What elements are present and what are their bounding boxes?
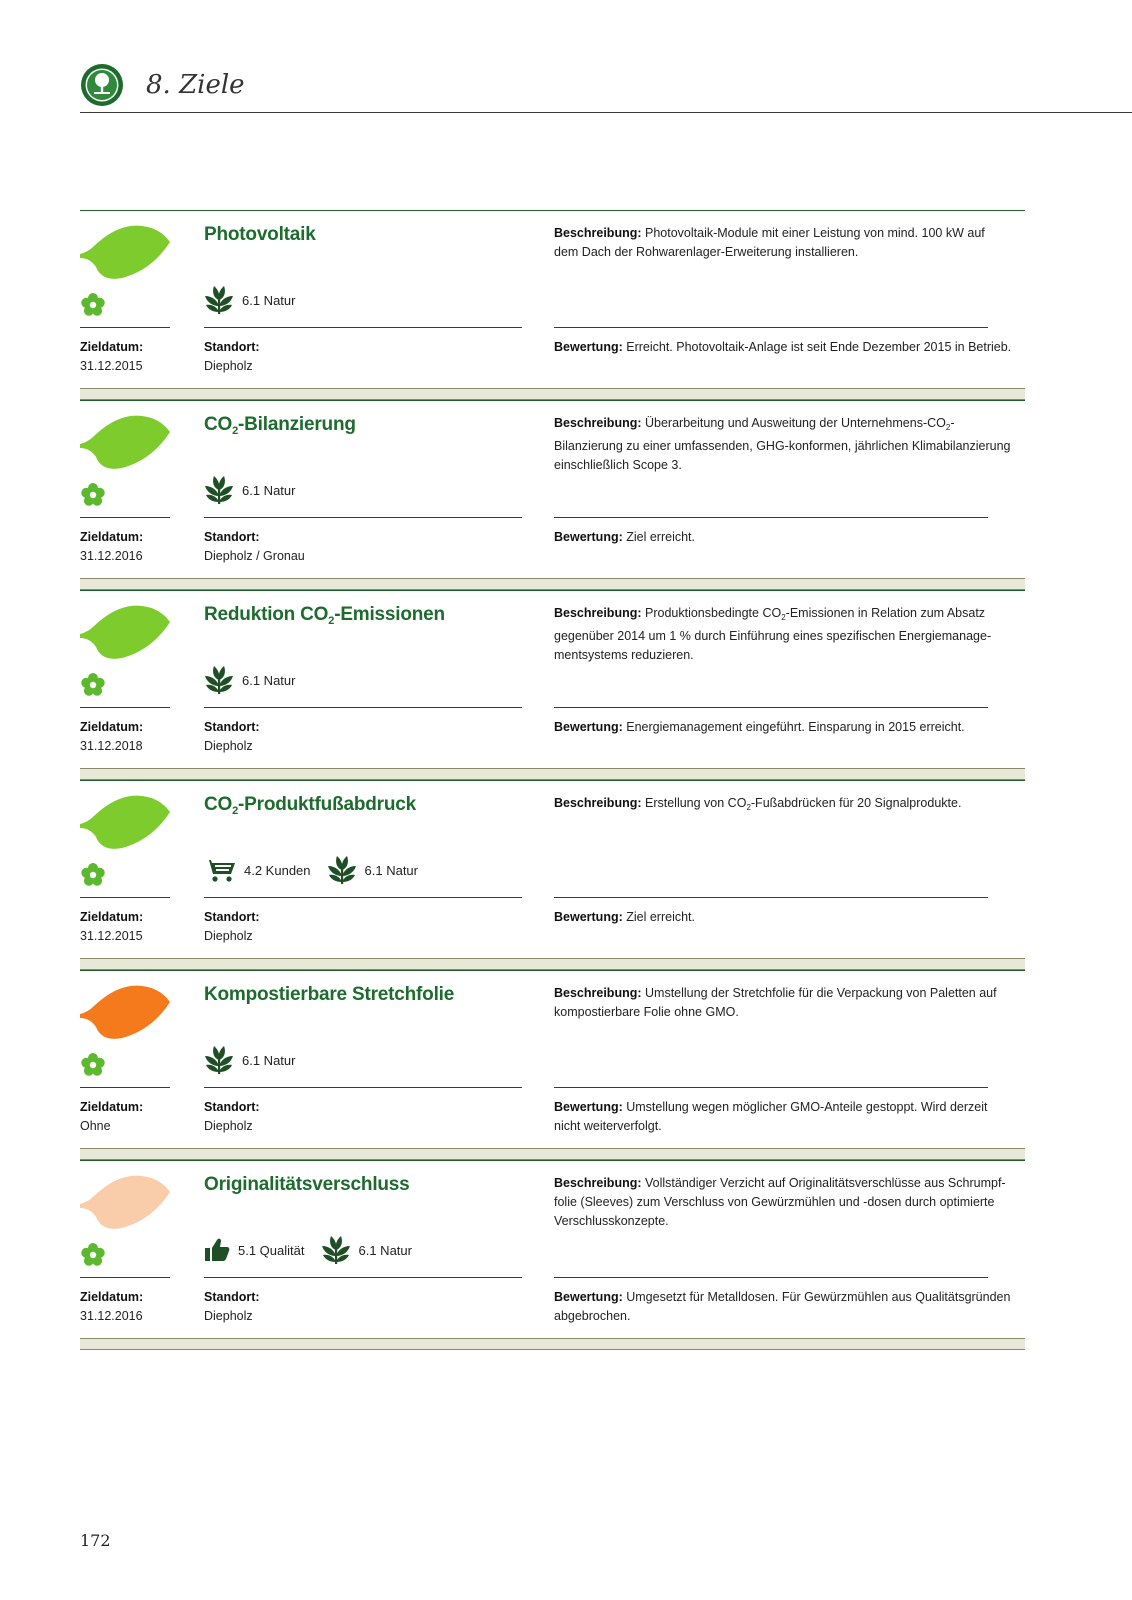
category-list <box>204 474 311 506</box>
target-date-value: Ohne <box>80 1119 111 1133</box>
goal-entry <box>80 780 1025 970</box>
target-date-value: 31.12.2016 <box>80 1309 143 1323</box>
goal-bottom-band <box>80 388 1025 400</box>
company-logo <box>80 63 124 107</box>
location-divider <box>204 897 522 898</box>
target-date-value: 31.12.2018 <box>80 739 143 753</box>
plant-icon <box>321 1235 359 1265</box>
header-divider <box>80 112 1132 113</box>
flower-icon <box>80 672 106 698</box>
location-label: Standort: <box>204 1100 260 1114</box>
date-divider <box>80 897 170 898</box>
description: Beschreibung: Produktionsbedingte $CO_2$-Emissionen in Relation zum Absatz gegenüber 2014 um 1 % durch Einführung eines spezifischen Energiemanagementsystems reduzieren. <box>554 606 992 662</box>
location-divider <box>204 327 522 328</box>
category-label: 6.1 Natur <box>242 1052 296 1068</box>
leaf-icon <box>80 1172 175 1230</box>
category-label: 6.1 Natur <box>242 292 296 308</box>
goal-bottom-band <box>80 768 1025 780</box>
page-header <box>80 60 1132 114</box>
rating: Bewertung: Ziel erreicht. <box>554 530 696 544</box>
date-divider <box>80 1087 170 1088</box>
flower-icon <box>80 1242 106 1268</box>
description-label: Beschreibung: <box>554 226 642 240</box>
goal-top-divider <box>80 590 1025 591</box>
rating-label: Bewertung: <box>554 530 623 544</box>
category-tag <box>204 665 295 695</box>
location-divider <box>204 517 522 518</box>
chapter-title: 8. Ziele <box>146 70 245 100</box>
category-tag <box>204 475 295 505</box>
rating: Bewertung: Energiemanagement eingeführt. Einsparung in 2015 erreicht. <box>554 720 965 734</box>
rating: Bewertung: Umstellung wegen möglicher GMO-Anteile gestoppt. Wird derzeit nicht weiterverfolgt. <box>554 1100 988 1133</box>
goal-bottom-band <box>80 578 1025 590</box>
goal-entry <box>80 1160 1025 1350</box>
rating-label: Bewertung: <box>554 340 623 354</box>
location-value: Diepholz / Gronau <box>204 549 305 563</box>
target-date-label: Zieldatum: <box>80 720 144 734</box>
location-value: Diepholz <box>204 1119 253 1133</box>
thumbs-up-icon <box>204 1237 238 1263</box>
flower-icon <box>80 292 106 318</box>
date-divider <box>80 707 170 708</box>
plant-icon <box>204 475 242 505</box>
page-number: 172 <box>80 1531 111 1550</box>
target-date-label: Zieldatum: <box>80 1100 144 1114</box>
description: Beschreibung: Erstellung von $CO_2$-Fußabdrücken für 20 Signalprodukte. <box>554 796 962 812</box>
category-tag <box>204 857 311 883</box>
location-divider <box>204 1087 522 1088</box>
leaf-icon <box>80 222 175 280</box>
description: Beschreibung: Vollständiger Verzicht auf Originalitätsverschlüsse aus Schrumpffolie (Sleeves) zum Verschluss von Gewürzmühlen und -dosen durch optimierte Verschlusskonzepte. <box>554 1176 1006 1228</box>
category-tag <box>204 1237 305 1263</box>
goal-entry <box>80 590 1025 780</box>
goal-bottom-band <box>80 1338 1025 1350</box>
goal-title: $CO_2$-Bilanzierung <box>204 414 356 437</box>
rating-label: Bewertung: <box>554 910 623 924</box>
location-value: Diepholz <box>204 739 253 753</box>
goal-top-divider <box>80 1160 1025 1161</box>
location-label: Standort: <box>204 530 260 544</box>
goal-top-divider <box>80 210 1025 211</box>
location <box>204 718 504 756</box>
category-tag <box>327 855 418 885</box>
location-label: Standort: <box>204 1290 260 1304</box>
rating-divider <box>554 897 988 898</box>
rating: Bewertung: Erreicht. Photovoltaik-Anlage ist seit Ende Dezember 2015 in Betrieb. <box>554 340 1012 354</box>
target-date <box>80 718 190 756</box>
rating-divider <box>554 327 988 328</box>
goal-entry <box>80 970 1025 1160</box>
goal-bottom-band <box>80 1148 1025 1160</box>
date-divider <box>80 327 170 328</box>
location-value: Diepholz <box>204 359 253 373</box>
location-label: Standort: <box>204 910 260 924</box>
target-date-value: 31.12.2015 <box>80 929 143 943</box>
leaf-icon <box>80 412 175 470</box>
plant-icon <box>204 1045 242 1075</box>
description: Beschreibung: Umstellung der Stretchfolie für die Verpackung von Paletten auf kompostierbare Folie ohne GMO. <box>554 986 997 1019</box>
category-tag <box>204 1045 295 1075</box>
plant-icon <box>327 855 365 885</box>
rating: Bewertung: Ziel erreicht. <box>554 910 696 924</box>
leaf-icon <box>80 602 175 660</box>
category-label: 4.2 Kunden <box>244 862 311 878</box>
description-label: Beschreibung: <box>554 606 642 620</box>
rating-divider <box>554 707 988 708</box>
location-divider <box>204 707 522 708</box>
description: Beschreibung: Photovoltaik-Module mit einer Leistung von mind. 100 kW auf dem Dach der Rohwarenlager-Erweiterung installieren. <box>554 226 985 259</box>
target-date <box>80 528 190 566</box>
category-label: 6.1 Natur <box>364 862 418 878</box>
location-value: Diepholz <box>204 1309 253 1323</box>
plant-icon <box>204 285 242 315</box>
description-label: Beschreibung: <box>554 986 642 1000</box>
goal-title: Reduktion $CO_2$-Emissionen <box>204 604 445 627</box>
leaf-icon <box>80 982 175 1040</box>
goal-entry <box>80 400 1025 590</box>
rating-divider <box>554 517 988 518</box>
description: Beschreibung: Überarbeitung und Ausweitung der Unternehmens-$CO_2$-Bilanzierung zu einer umfassenden, GHG-konformen, jährlichen Klimabilanzierung einschließlich Scope 3. <box>554 416 1011 472</box>
target-date <box>80 1098 190 1136</box>
description-label: Beschreibung: <box>554 796 642 810</box>
location <box>204 1288 504 1326</box>
category-list <box>204 664 311 696</box>
location <box>204 908 504 946</box>
category-label: 6.1 Natur <box>358 1242 412 1258</box>
target-date-label: Zieldatum: <box>80 340 144 354</box>
date-divider <box>80 517 170 518</box>
goal-top-divider <box>80 780 1025 781</box>
target-date <box>80 908 190 946</box>
category-list <box>204 1044 311 1076</box>
target-date <box>80 1288 190 1326</box>
goal-title: Kompostierbare Stretchfolie <box>204 984 455 1005</box>
rating-divider <box>554 1087 988 1088</box>
cart-icon <box>204 857 244 883</box>
goal-title: Photovoltaik <box>204 224 316 245</box>
category-list <box>204 284 311 316</box>
category-label: 6.1 Natur <box>242 672 296 688</box>
flower-icon <box>80 862 106 888</box>
plant-icon <box>204 665 242 695</box>
rating: Bewertung: Umgesetzt für Metalldosen. Für Gewürzmühlen aus Qualitätsgründen abgebrochen. <box>554 1290 1011 1323</box>
leaf-icon <box>80 792 175 850</box>
target-date-label: Zieldatum: <box>80 910 144 924</box>
target-date-label: Zieldatum: <box>80 1290 144 1304</box>
location-divider <box>204 1277 522 1278</box>
target-date <box>80 338 190 376</box>
location <box>204 338 504 376</box>
target-date-value: 31.12.2015 <box>80 359 143 373</box>
location-label: Standort: <box>204 720 260 734</box>
category-list <box>204 854 434 886</box>
rating-label: Bewertung: <box>554 1290 623 1304</box>
description-label: Beschreibung: <box>554 1176 642 1190</box>
goal-title: $CO_2$-Produktfußabdruck <box>204 794 416 817</box>
rating-divider <box>554 1277 988 1278</box>
location <box>204 528 504 566</box>
target-date-value: 31.12.2016 <box>80 549 143 563</box>
target-date-label: Zieldatum: <box>80 530 144 544</box>
goal-title: Originalitätsverschluss <box>204 1174 410 1195</box>
date-divider <box>80 1277 170 1278</box>
goal-bottom-band <box>80 958 1025 970</box>
category-tag <box>321 1235 412 1265</box>
location-label: Standort: <box>204 340 260 354</box>
location <box>204 1098 504 1136</box>
description-label: Beschreibung: <box>554 416 642 430</box>
goal-top-divider <box>80 970 1025 971</box>
category-tag <box>204 285 295 315</box>
flower-icon <box>80 482 106 508</box>
rating-label: Bewertung: <box>554 1100 623 1114</box>
category-label: 5.1 Qualität <box>238 1242 305 1258</box>
category-label: 6.1 Natur <box>242 482 296 498</box>
goal-top-divider <box>80 400 1025 401</box>
rating-label: Bewertung: <box>554 720 623 734</box>
flower-icon <box>80 1052 106 1078</box>
goal-entry <box>80 210 1025 400</box>
location-value: Diepholz <box>204 929 253 943</box>
category-list <box>204 1234 428 1266</box>
